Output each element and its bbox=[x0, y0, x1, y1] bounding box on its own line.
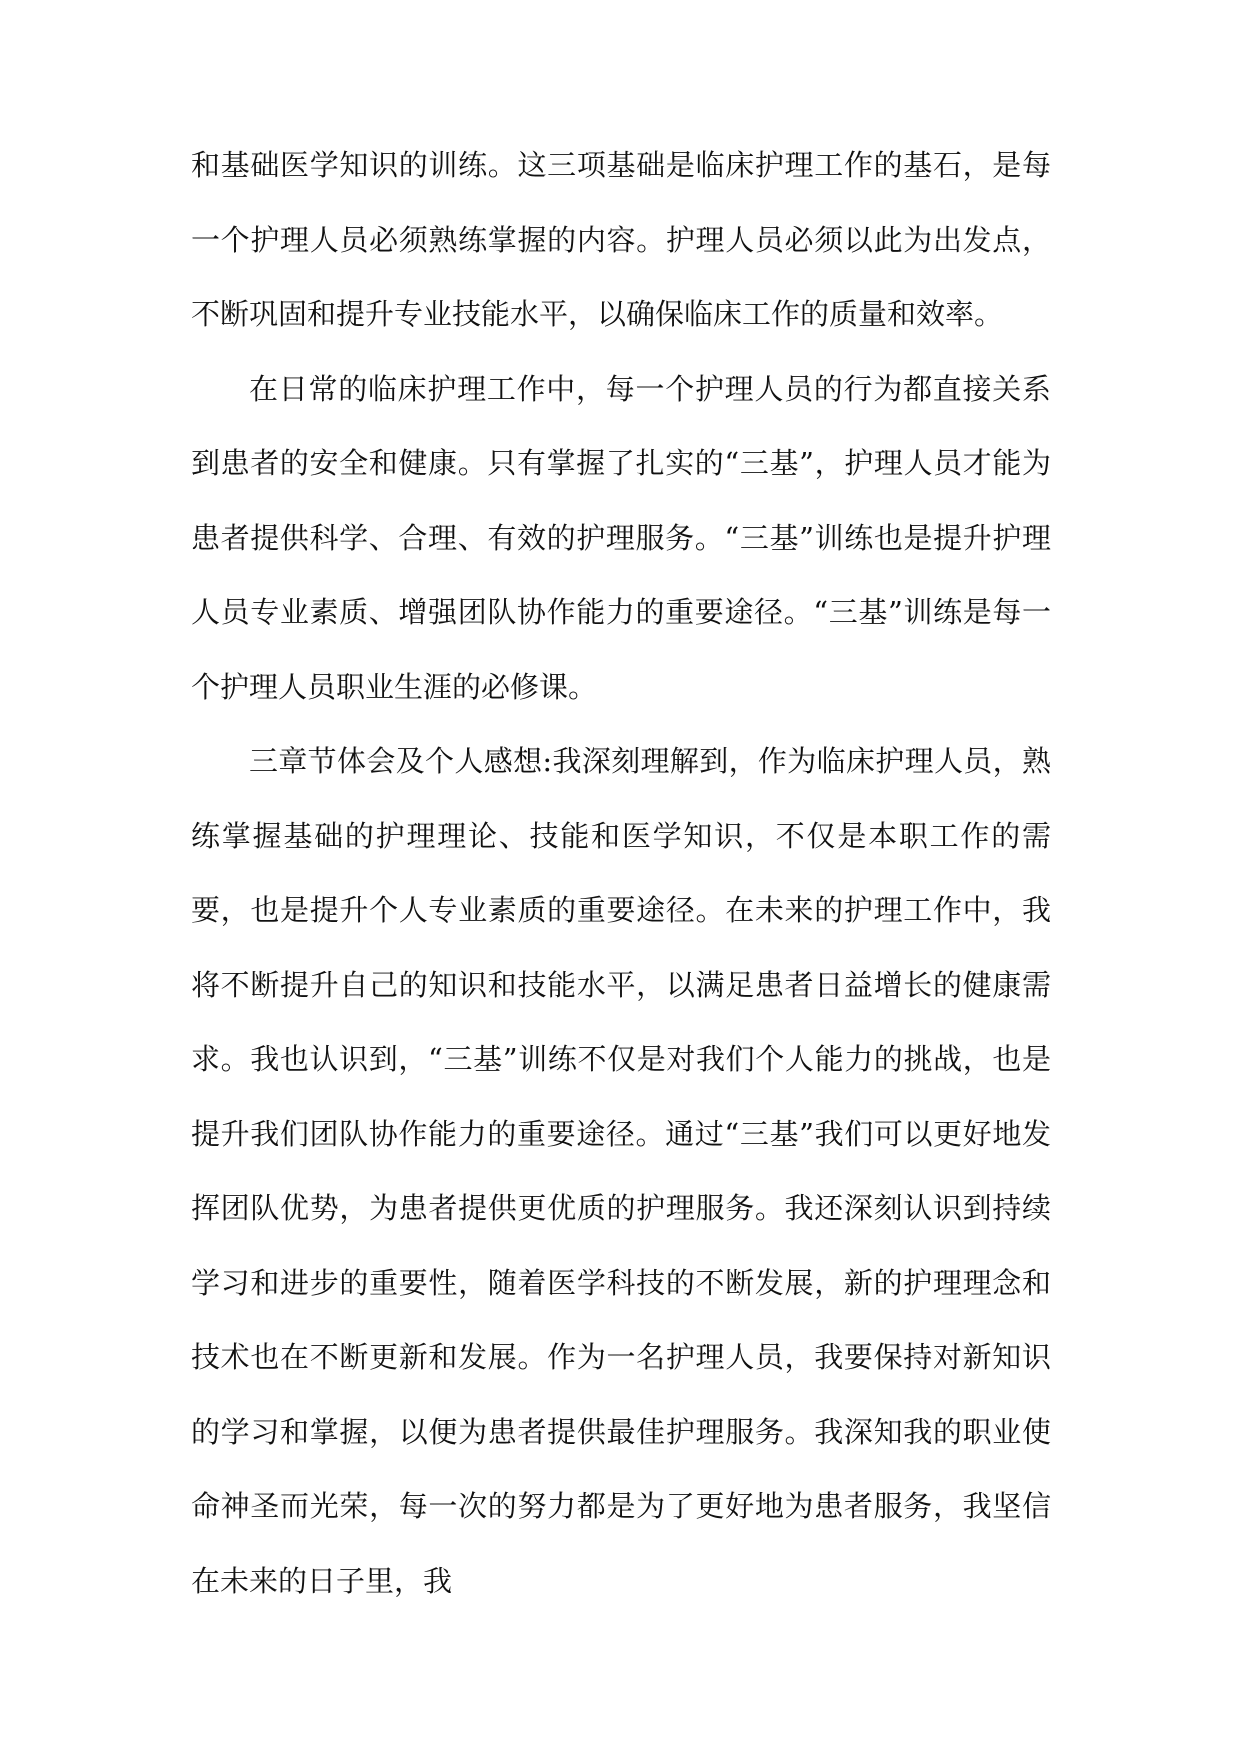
paragraph: 和基础医学知识的训练。这三项基础是临床护理工作的基石，是每一个护理人员必须熟练掌握的内容。护理人员必须以此为出发点，不断巩固和提升专业技能水平，以确保临床工作的质量和效率。 bbox=[191, 148, 1051, 331]
document-body bbox=[191, 128, 1051, 1618]
paragraph: 三章节体会及个人感想:我深刻理解到，作为临床护理人员，熟练掌握基础的护理理论、技能和医学知识，不仅是本职工作的需要，也是提升个人专业素质的重要途径。在未来的护理工作中，我将不断提升自己的知识和技能水平，以满足患者日益增长的健康需求。我也认识到，“三基”训练不仅是对我们个人能力的挑战，也是提升我们团队协作能力的重要途径。通过“三基”我们可以更好地发挥团队优势，为患者提供更优质的护理服务。我还深刻认识到持续学习和进步的重要性，随着医学科技的不断发展，新的护理理念和技术也在不断更新和发展。作为一名护理人员，我要保持对新知识的学习和掌握，以便为患者提供最佳护理服务。我深知我的职业使命神圣而光荣，每一次的努力都是为了更好地为患者服务，我坚信在未来的日子里，我 bbox=[191, 744, 1051, 1598]
paragraph: 在日常的临床护理工作中，每一个护理人员的行为都直接关系到患者的安全和健康。只有掌握了扎实的“三基”，护理人员才能为患者提供科学、合理、有效的护理服务。“三基”训练也是提升护理人员专业素质、增强团队协作能力的重要途径。“三基”训练是每一个护理人员职业生涯的必修课。 bbox=[191, 371, 1051, 704]
